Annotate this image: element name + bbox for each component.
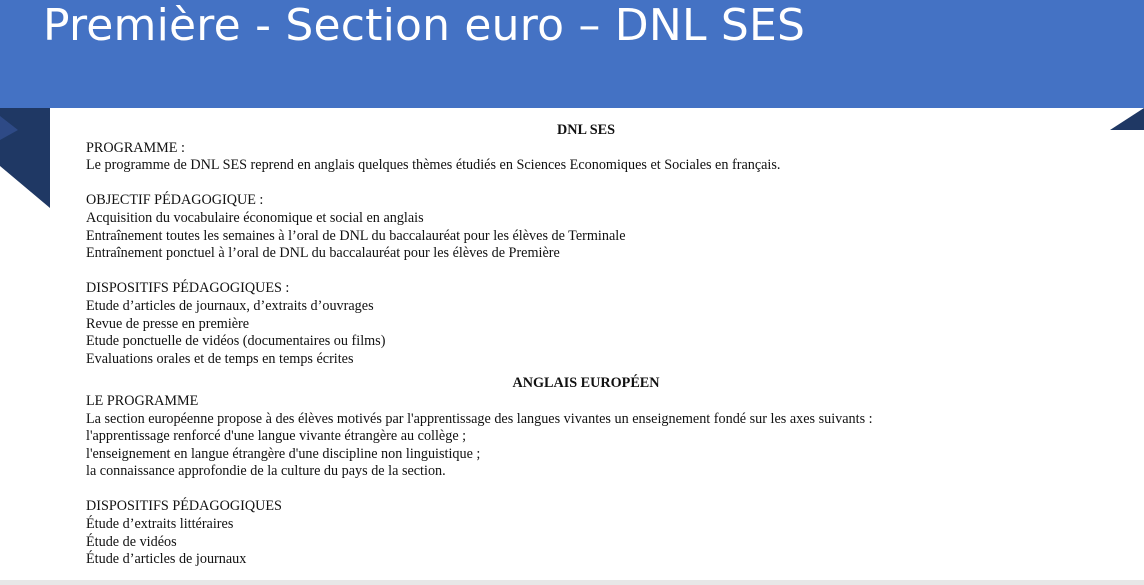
section-heading-dnl-ses: DNL SES	[557, 122, 615, 138]
spacer	[86, 481, 1086, 499]
le-programme-item: La section européenne propose à des élèves motivés par l'apprentissage des langues vivantes un enseignement fondé sur les axes suivants :	[86, 410, 873, 427]
le-programme-item: la connaissance approfondie de la culture du pays de la section.	[86, 463, 446, 480]
slide-title: Première - Section euro – DNL SES	[43, 0, 806, 51]
left-decoration-shape	[0, 108, 50, 210]
le-programme-item: l'enseignement en langue étrangère d'une discipline non linguistique ;	[86, 445, 481, 462]
dispositifs-item: Etude d’articles de journaux, d’extraits d’ouvrages	[86, 297, 374, 314]
dispositifs-item: Revue de presse en première	[86, 315, 250, 332]
dispositifs-label-2: DISPOSITIFS PÉDAGOGIQUES	[86, 498, 282, 515]
objectif-label: OBJECTIF PÉDAGOGIQUE :	[86, 192, 264, 209]
slide-header	[0, 0, 1144, 108]
right-decoration-shape	[1110, 108, 1144, 132]
le-programme-item: l'apprentissage renforcé d'une langue vivante étrangère au collège ;	[86, 428, 467, 445]
dispositifs-item-2: Étude d’articles de journaux	[86, 551, 247, 568]
bottom-edge-strip	[0, 580, 1144, 585]
objectif-item: Entraînement toutes les semaines à l’oral de DNL du baccalauréat pour les élèves de Terminale	[86, 227, 626, 244]
dispositifs-item: Evaluations orales et de temps en temps écrites	[86, 350, 354, 367]
spacer	[86, 175, 1086, 193]
dispositifs-item: Etude ponctuelle de vidéos (documentaires ou films)	[86, 333, 386, 350]
dispositifs-label: DISPOSITIFS PÉDAGOGIQUES :	[86, 280, 290, 297]
programme-text: Le programme de DNL SES reprend en anglais quelques thèmes étudiés en Sciences Economiques et Sociales en français.	[86, 157, 781, 174]
dispositifs-item-2: Étude de vidéos	[86, 533, 177, 550]
spacer	[86, 263, 1086, 281]
objectif-item: Entraînement ponctuel à l’oral de DNL du baccalauréat pour les élèves de Première	[86, 245, 560, 262]
le-programme-label: LE PROGRAMME	[86, 392, 199, 409]
dispositifs-item-2: Étude d’extraits littéraires	[86, 516, 234, 533]
objectif-item: Acquisition du vocabulaire économique et social en anglais	[86, 209, 424, 226]
programme-label: PROGRAMME :	[86, 139, 185, 156]
document-body	[86, 122, 1086, 569]
section-heading-anglais-europeen: ANGLAIS EUROPÉEN	[512, 375, 660, 392]
